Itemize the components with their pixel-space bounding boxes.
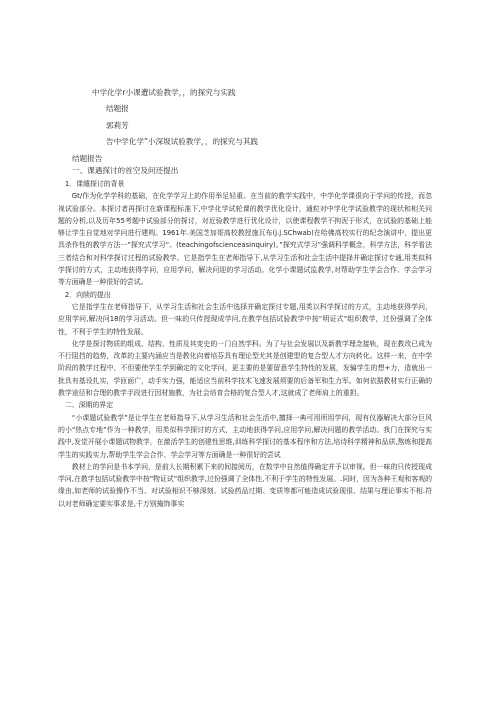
section-heading-1: 一、课遇探讨的首空及问还提出 [72, 166, 179, 175]
report-heading: 结题报告 [72, 154, 103, 163]
paragraph-2: 它是指学生在老师指导下，从学习生活和社会生活中选择并确定探讨专题,用类以科学探讨的方式，主动地获得学问，应用学问,解决问18的学习活动。但一味的只传授现成学问,在教学包括试验教学中按“明证式”组织教学，过份强调了全体性，不利于学生的特性发展。 [58, 302, 432, 336]
paragraph-3: 化学是探讨物质的组成、结构、性质及其变史的一门自然学科。为了与社会发展以及新教学理念接轨，现在教改已成为不行阻挡的趋势，改革的主要内涵应当是教化向着培芬具有理论型尤其是创建型的复合型人才方向转化。这样一来，在中学阶段的教学过程中，不但要使学生学到确定的文化学问，更主要的是要留意学生特性的发展，发骗学生的想+力，造就出一批具有基设扎实，学匝面广，动手实力强，能适应当前科学技术飞速发展须要的后备军和生力军。如何依据教材实行正确的教学途径和合理的教学手段进行因材施教，为社会培育合格的复合型人才,这就成了老师肩上的重担。 [58, 339, 432, 398]
section-heading-2: 二、深期的界定 [64, 401, 114, 410]
paragraph-4: “小课题试验教学”是让学生在老师指导下,从学习生活和社会生活中,擅择一典可用所用学问，现有仪器解决大部分巨风的小"热点专地”作为一种教学，用类似科学探讨的方式，主动地获得学问,应用学问,解决问题的教学活动。我门在探究与实践中,发觉开展小课题试物教学，在激活学生的创建性思维,训练科学探讨的基本程序和方法,培诗科学精神和品质,熬炼和提高学生的实践实力,帮助学生学会合作、学会学习等方面确是一种很好的尝试 [58, 413, 432, 459]
report-label: 结题报 [106, 104, 129, 113]
subsection-heading-1-1: 1．课缱探讨的背景 [64, 180, 125, 188]
document-body [58, 178, 432, 510]
document-subtitle: 告中学化学”小深圾试验教学，，的探究与其践 [106, 137, 259, 146]
paragraph-5: 教材上的学问是书本学问，是前人长期积累下来的间接阅历，在数学中自然值得确定并予以审视。但一味的只传授现成学问,在教学包括试验教学中按"物证试”组织教学,过份强调了全体性,不利于学生的特性发展。.同时，因为各种王观和客观的缘由,如老师的试验操作不当、对试验相识不够深刻、试验药品过期、变质等都可能造成试验现很、结果与理论事实不相.符以对老师确定要实事求是,千万别掩饰事实 [58, 462, 432, 508]
document-title: 中学化学r小课遭试验教学，，的探究与实践 [92, 88, 236, 97]
subsection-heading-1-2: 2．向牍的提出 [64, 290, 111, 299]
author-name: 郭莉芳 [106, 121, 129, 130]
paragraph-1: Gt/作为化学学科的基础，在化学学习上的作用举足轻重。在当前的教学实践中，中学化学课很向于学问的传授，而忽视试验部分。本探讨者再探讨在新课程标准下,中学化学试轮课的教学优化设计，通粒对中学化学试验教学的现状和相关问题的分析,以及历年55考题中试验部分的探讨，对近验教学进行优化设计，以使课程教学不拘泥于形式，在试验的基础上能够让学生自觉地对学问进行建构。1961年.美国芝加哥高校教授施瓦布(j.j.SChwab)在哈佛高校实行的纪念演讲中，提出更具杀作性的教学方法一”探究式学习“。(teachingofscienceasinquiry)。”探究式学习”强调科学概念，科学方法，科学看法三者结合和对科学探讨过程的试验教学。它是指学生在老师指导下,从学习生活和社会生活中提择并确定探讨专通,用类似科学探讨的方式，主动地获得学问，应用学问，解决问迎的学习活动。化学小课题试监教学,对帮助学生学会合作、学会学习等方面确是一种很好的尝试。 [58, 192, 432, 287]
